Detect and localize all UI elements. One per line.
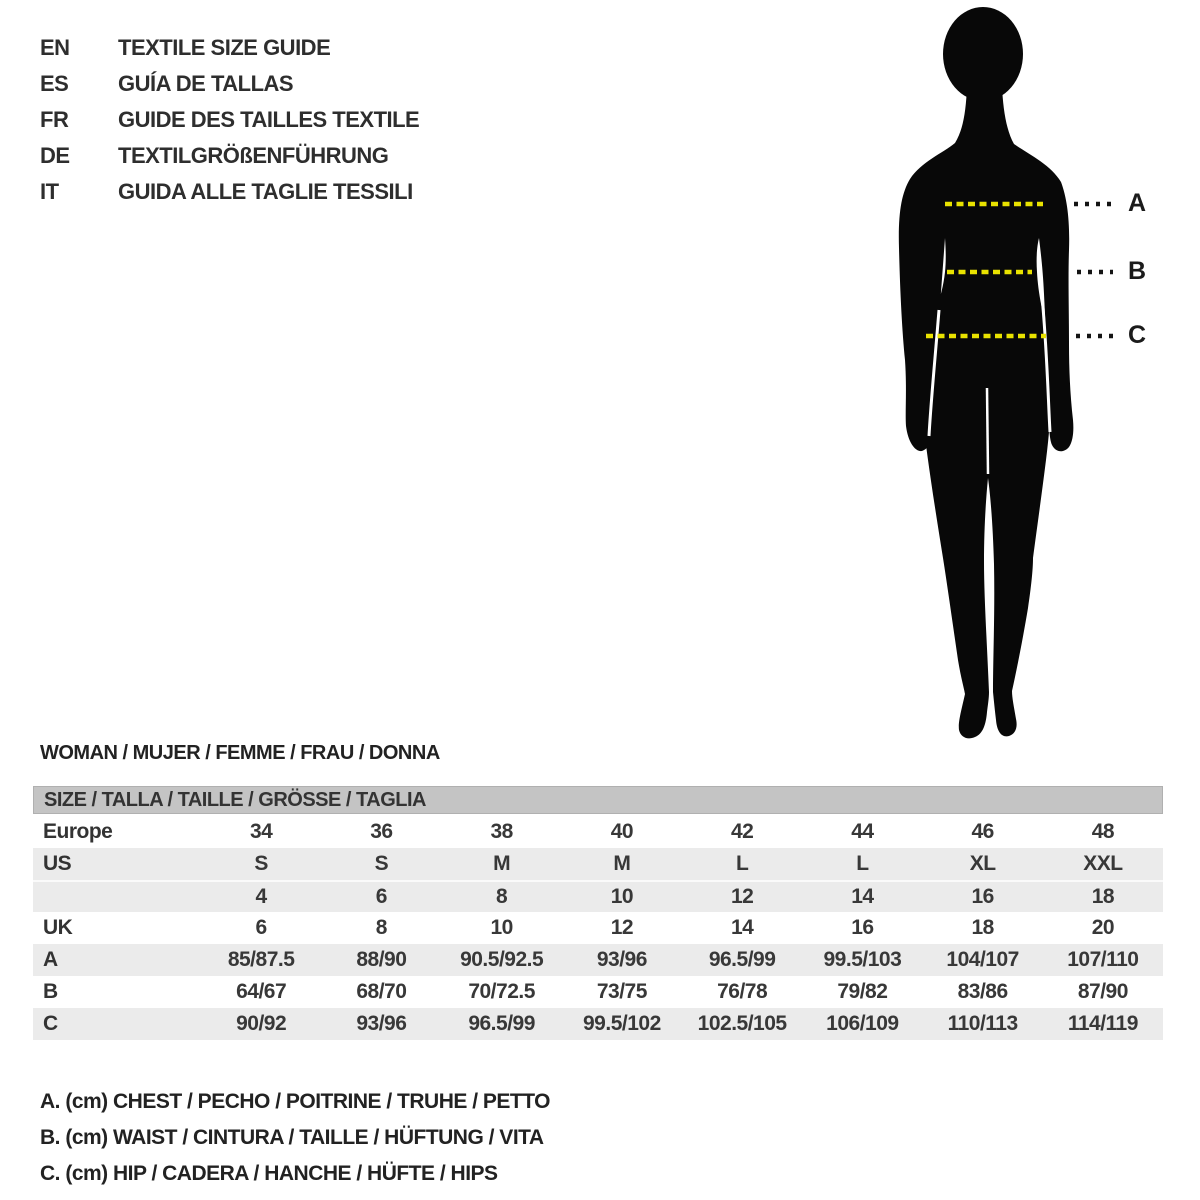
size-cell: 88/90	[356, 948, 407, 971]
row-label: UK	[43, 916, 73, 939]
size-cell: S	[254, 852, 268, 875]
size-cell: 6	[255, 916, 267, 939]
language-list	[40, 30, 419, 210]
table-body	[33, 816, 1163, 1040]
table-row	[33, 1008, 1163, 1040]
table-row	[33, 816, 1163, 848]
size-cell: 12	[730, 885, 754, 908]
table-row	[33, 976, 1163, 1008]
size-cell: XXL	[1083, 852, 1123, 875]
size-cell: 110/113	[947, 1012, 1018, 1035]
marker-label-hip: C	[1128, 321, 1146, 349]
size-cell: 73/75	[596, 980, 647, 1003]
language-row	[40, 66, 419, 102]
size-cell: 79/82	[837, 980, 888, 1003]
size-cell: 14	[730, 916, 754, 939]
language-code: EN	[40, 35, 70, 60]
row-label: US	[43, 852, 72, 875]
size-cell: 90.5/92.5	[460, 948, 544, 971]
size-cell: 12	[610, 916, 634, 939]
size-cell: 10	[610, 885, 634, 908]
size-cell: 48	[1091, 820, 1115, 843]
size-cell: 70/72.5	[468, 980, 535, 1003]
language-row	[40, 138, 419, 174]
size-cell: 20	[1091, 916, 1115, 939]
silhouette-svg	[855, 0, 1175, 760]
size-cell: L	[735, 852, 749, 875]
woman-silhouette-figure	[855, 0, 1175, 760]
leg-gap-line	[987, 388, 988, 474]
row-label: B	[43, 980, 58, 1003]
size-cell: 42	[730, 820, 754, 843]
size-cell: S	[374, 852, 389, 875]
size-cell: 8	[496, 885, 508, 908]
size-cell: 44	[851, 820, 874, 843]
size-table	[33, 786, 1163, 1040]
row-label: A	[43, 948, 58, 971]
size-cell: 83/86	[957, 980, 1008, 1003]
table-row	[33, 880, 1163, 912]
size-cell: L	[856, 852, 869, 875]
legend-line: B. (cm) WAIST / CINTURA / TAILLE / HÜFTUNG / VITA	[40, 1126, 544, 1149]
section-heading: WOMAN / MUJER / FEMME / FRAU / DONNA	[40, 742, 440, 764]
language-title: TEXTILGRÖßENFÜHRUNG	[118, 143, 389, 168]
size-cell: 34	[249, 820, 273, 843]
marker-label-waist: B	[1128, 257, 1146, 285]
size-cell: 106/109	[826, 1012, 899, 1035]
size-cell: 18	[971, 916, 994, 939]
size-cell: 114/119	[1067, 1012, 1138, 1035]
language-title: GUIDE DES TAILLES TEXTILE	[118, 107, 420, 132]
legend-line: C. (cm) HIP / CADERA / HANCHE / HÜFTE / HIPS	[40, 1162, 498, 1185]
row-label: Europe	[43, 820, 113, 843]
size-cell: M	[493, 852, 511, 875]
size-cell: 4	[255, 885, 267, 908]
row-label: C	[43, 1012, 58, 1035]
size-cell: 6	[375, 885, 387, 908]
size-cell: 64/67	[236, 980, 287, 1003]
size-cell: 104/107	[946, 948, 1019, 971]
size-cell: 99.5/103	[823, 948, 902, 971]
table-header: SIZE / TALLA / TAILLE / GRÖSSE / TAGLIA	[33, 786, 1163, 814]
size-cell: 68/70	[356, 980, 407, 1003]
language-title: GUÍA DE TALLAS	[118, 71, 294, 96]
size-cell: 8	[375, 916, 387, 939]
size-cell: 90/92	[236, 1012, 287, 1035]
language-code: FR	[40, 107, 69, 132]
size-cell: 96.5/99	[708, 948, 776, 971]
size-cell: 16	[851, 916, 874, 939]
size-cell: 38	[490, 820, 513, 843]
language-code: ES	[40, 71, 69, 96]
marker-label-chest: A	[1128, 189, 1146, 217]
size-cell: 87/90	[1077, 980, 1128, 1003]
language-code: IT	[40, 179, 59, 204]
table-row	[33, 944, 1163, 976]
size-cell: 36	[370, 820, 393, 843]
size-cell: 40	[610, 820, 634, 843]
size-cell: 99.5/102	[583, 1012, 661, 1035]
table-row	[33, 912, 1163, 944]
language-code: DE	[40, 143, 70, 168]
size-cell: 85/87.5	[227, 948, 295, 971]
size-cell: 76/78	[717, 980, 768, 1003]
language-row	[40, 102, 419, 138]
size-cell: 46	[971, 820, 994, 843]
language-title: TEXTILE SIZE GUIDE	[118, 35, 331, 60]
size-cell: 14	[851, 885, 874, 908]
measurement-legend	[40, 1084, 550, 1192]
size-cell: 102.5/105	[697, 1012, 787, 1035]
size-cell: 18	[1091, 885, 1115, 908]
language-title: GUIDA ALLE TAGLIE TESSILI	[118, 179, 413, 204]
size-cell: 93/96	[596, 948, 647, 971]
size-cell: 107/110	[1067, 948, 1139, 971]
size-cell: 10	[490, 916, 513, 939]
language-row	[40, 174, 419, 210]
size-cell: XL	[969, 852, 996, 875]
size-cell: 16	[971, 885, 994, 908]
size-cell: 96.5/99	[468, 1012, 535, 1035]
legend-line: A. (cm) CHEST / PECHO / POITRINE / TRUHE / PETTO	[40, 1090, 551, 1113]
table-row	[33, 848, 1163, 880]
language-row	[40, 30, 419, 66]
size-cell: 93/96	[356, 1012, 407, 1035]
size-cell: M	[613, 852, 631, 875]
